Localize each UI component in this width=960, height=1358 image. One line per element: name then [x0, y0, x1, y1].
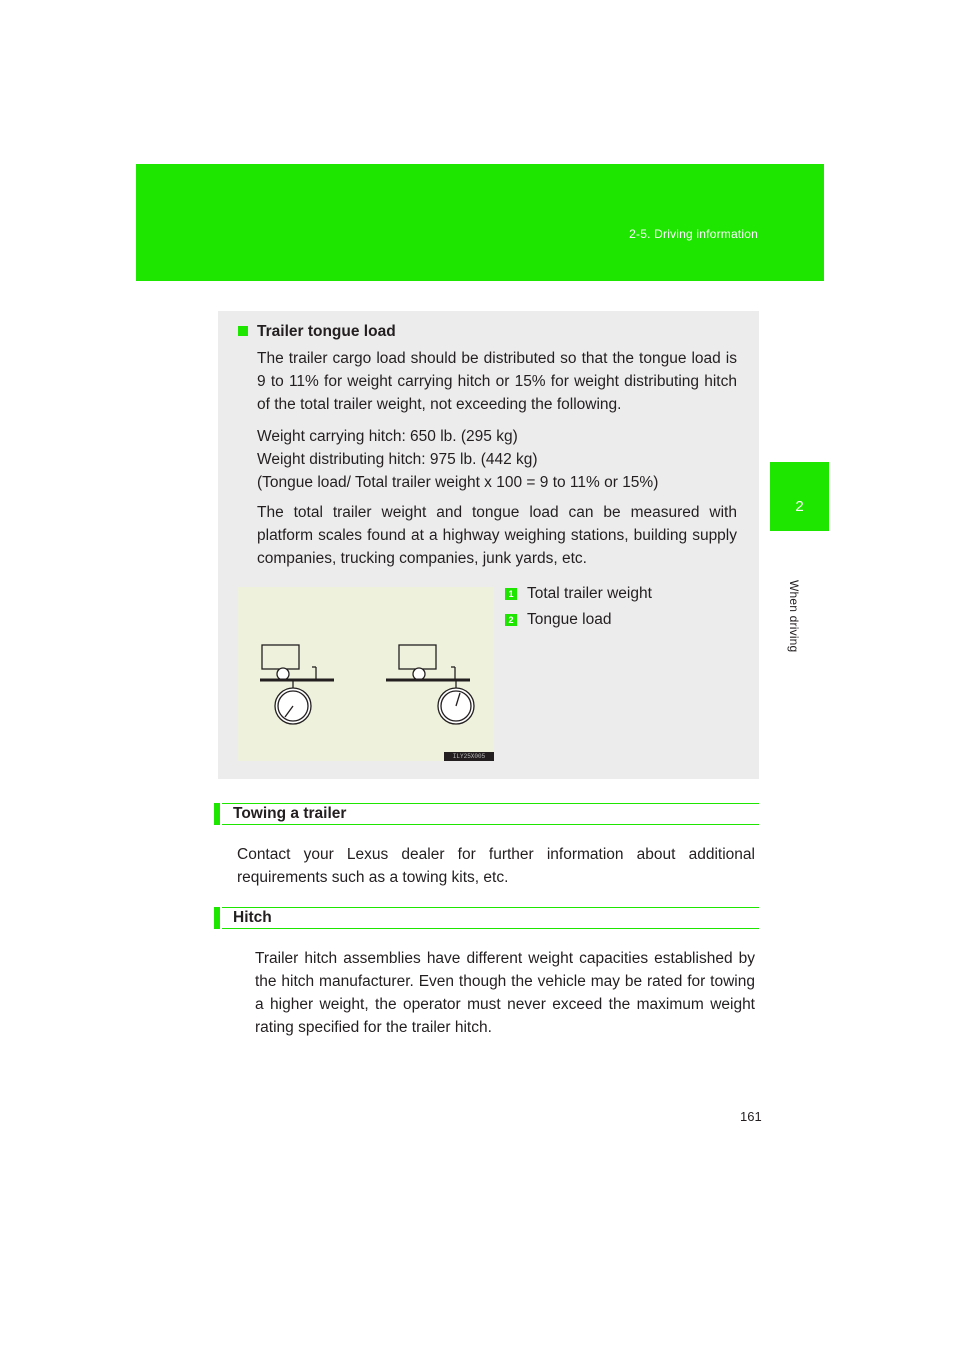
info-heading-text: Trailer tongue load — [257, 323, 396, 340]
legend-label: Tongue load — [527, 611, 612, 628]
header-band — [136, 164, 824, 281]
legend-item — [505, 611, 611, 629]
page-number: 161 — [740, 1109, 762, 1124]
chapter-title: When driving — [787, 580, 801, 653]
section-title: Towing a trailer — [233, 805, 347, 822]
tongue-load-scale — [386, 645, 474, 724]
square-bullet-icon — [238, 326, 248, 336]
trailer-weight-scale — [260, 645, 334, 724]
chapter-tab — [770, 462, 829, 531]
limit-line: Weight distributing hitch: 975 lb. (442 kg) — [257, 451, 538, 468]
legend-item — [505, 585, 652, 603]
section-text: Trailer hitch assemblies have different weight capacities established by the hitch manufacturer. Even though the vehicle may be rated for towing a higher weight, the operator must never exceed the maximum weight rating specified for the trailer hitch. — [255, 950, 755, 1036]
figure-code: ILY25X005 — [444, 752, 494, 761]
info-heading — [238, 323, 396, 341]
trailer-scale-diagram — [238, 587, 494, 761]
chapter-number: 2 — [795, 498, 804, 515]
section-text: Contact your Lexus dealer for further information about additional requirements such as a towing kits, etc. — [237, 846, 755, 886]
legend-label: Total trailer weight — [527, 585, 652, 602]
section-header-hitch — [222, 907, 759, 929]
info-paragraph-1: The trailer cargo load should be distributed so that the tongue load is 9 to 11% for weight carrying hitch or 15% for weight distributing hitch of the total trailer weight, not exceeding the following. — [257, 350, 737, 413]
scale-illustration — [238, 587, 494, 761]
limit-line: Weight carrying hitch: 650 lb. (295 kg) — [257, 428, 518, 445]
section-header-towing — [222, 803, 759, 825]
number-badge-icon: 1 — [505, 588, 517, 600]
info-paragraph-2: The total trailer weight and tongue load can be measured with platform scales found at a highway weighing stations, building supply companies, trucking companies, junk yards, etc. — [257, 504, 737, 567]
section-title: 2-5. Driving information — [629, 227, 758, 241]
section-bar-icon — [214, 803, 220, 825]
limits-list — [257, 425, 737, 494]
limit-line: (Tongue load/ Total trailer weight x 100 = 9 to 11% or 15%) — [257, 474, 659, 491]
section-bar-icon — [214, 907, 220, 929]
number-badge-icon: 2 — [505, 614, 517, 626]
section-title: Hitch — [233, 909, 272, 926]
info-box — [218, 311, 759, 779]
